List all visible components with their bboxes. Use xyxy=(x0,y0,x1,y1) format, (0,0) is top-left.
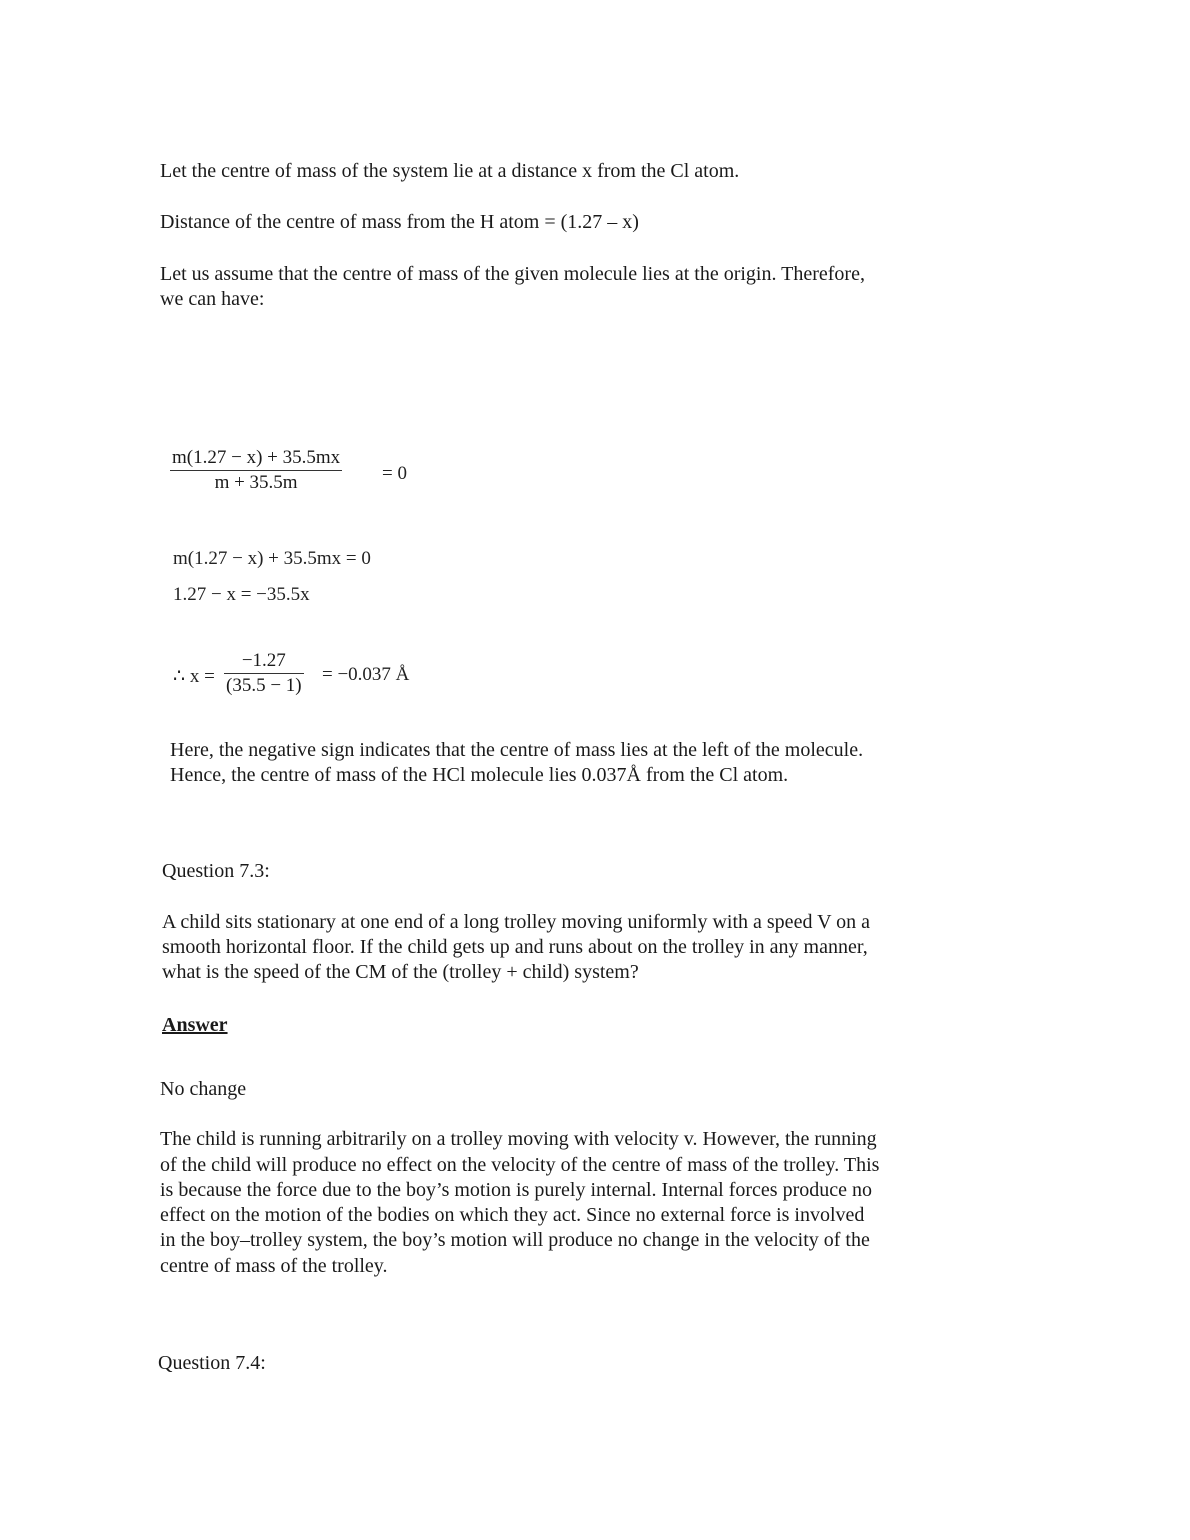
intro-paragraph-2: Distance of the centre of mass from the H atom = (1.27 – x) xyxy=(160,211,639,233)
equation-1-denominator: m + 35.5m xyxy=(214,472,298,493)
short-answer: No change xyxy=(160,1078,247,1100)
equation-4-denominator: (35.5 − 1) xyxy=(226,675,302,696)
explanation-line-4: effect on the motion of the bodies on which they act. Since no external force is involved xyxy=(160,1204,865,1226)
equation-4-rhs: = −0.037 Å xyxy=(322,664,410,685)
question-7-3-line-2: smooth horizontal floor. If the child gets up and runs about on the trolley in any manner, xyxy=(162,936,868,958)
question-7-3-line-1: A child sits stationary at one end of a long trolley moving uniformly with a speed V on a xyxy=(162,911,871,933)
equation-3: 1.27 − x = −35.5x xyxy=(173,584,310,605)
intro-paragraph-3-line-2: we can have: xyxy=(160,288,265,310)
question-7-4-heading: Question 7.4: xyxy=(158,1352,266,1374)
explanation-line-2: of the child will produce no effect on the velocity of the centre of mass of the trolley. This xyxy=(160,1154,880,1176)
explanation-line-3: is because the force due to the boy’s motion is purely internal. Internal forces produce no xyxy=(160,1179,872,1201)
conclusion-line-1: Here, the negative sign indicates that the centre of mass lies at the left of the molecule. xyxy=(170,739,864,761)
equation-4-lhs: ∴ x = xyxy=(173,666,215,687)
equation-1-numerator: m(1.27 − x) + 35.5mx xyxy=(172,447,341,468)
equation-4-fraction xyxy=(224,649,304,698)
question-7-3-heading: Question 7.3: xyxy=(162,860,270,882)
question-7-3-line-3: what is the speed of the CM of the (trolley + child) system? xyxy=(162,961,639,983)
intro-paragraph-1: Let the centre of mass of the system lie at a distance x from the Cl atom. xyxy=(160,160,740,182)
equation-2: m(1.27 − x) + 35.5mx = 0 xyxy=(173,548,371,569)
equation-1-rhs: = 0 xyxy=(382,463,407,484)
answer-link[interactable]: Answer xyxy=(162,1014,228,1036)
conclusion-line-2: Hence, the centre of mass of the HCl molecule lies 0.037Å from the Cl atom. xyxy=(170,764,789,786)
equation-1-fraction xyxy=(170,446,342,495)
explanation-line-1: The child is running arbitrarily on a trolley moving with velocity v. However, the running xyxy=(160,1128,877,1150)
intro-paragraph-3-line-1: Let us assume that the centre of mass of the given molecule lies at the origin. Therefore, xyxy=(160,263,865,285)
explanation-line-6: centre of mass of the trolley. xyxy=(160,1255,388,1277)
explanation-line-5: in the boy–trolley system, the boy’s motion will produce no change in the velocity of the xyxy=(160,1229,870,1251)
equation-4-numerator: −1.27 xyxy=(241,650,286,671)
